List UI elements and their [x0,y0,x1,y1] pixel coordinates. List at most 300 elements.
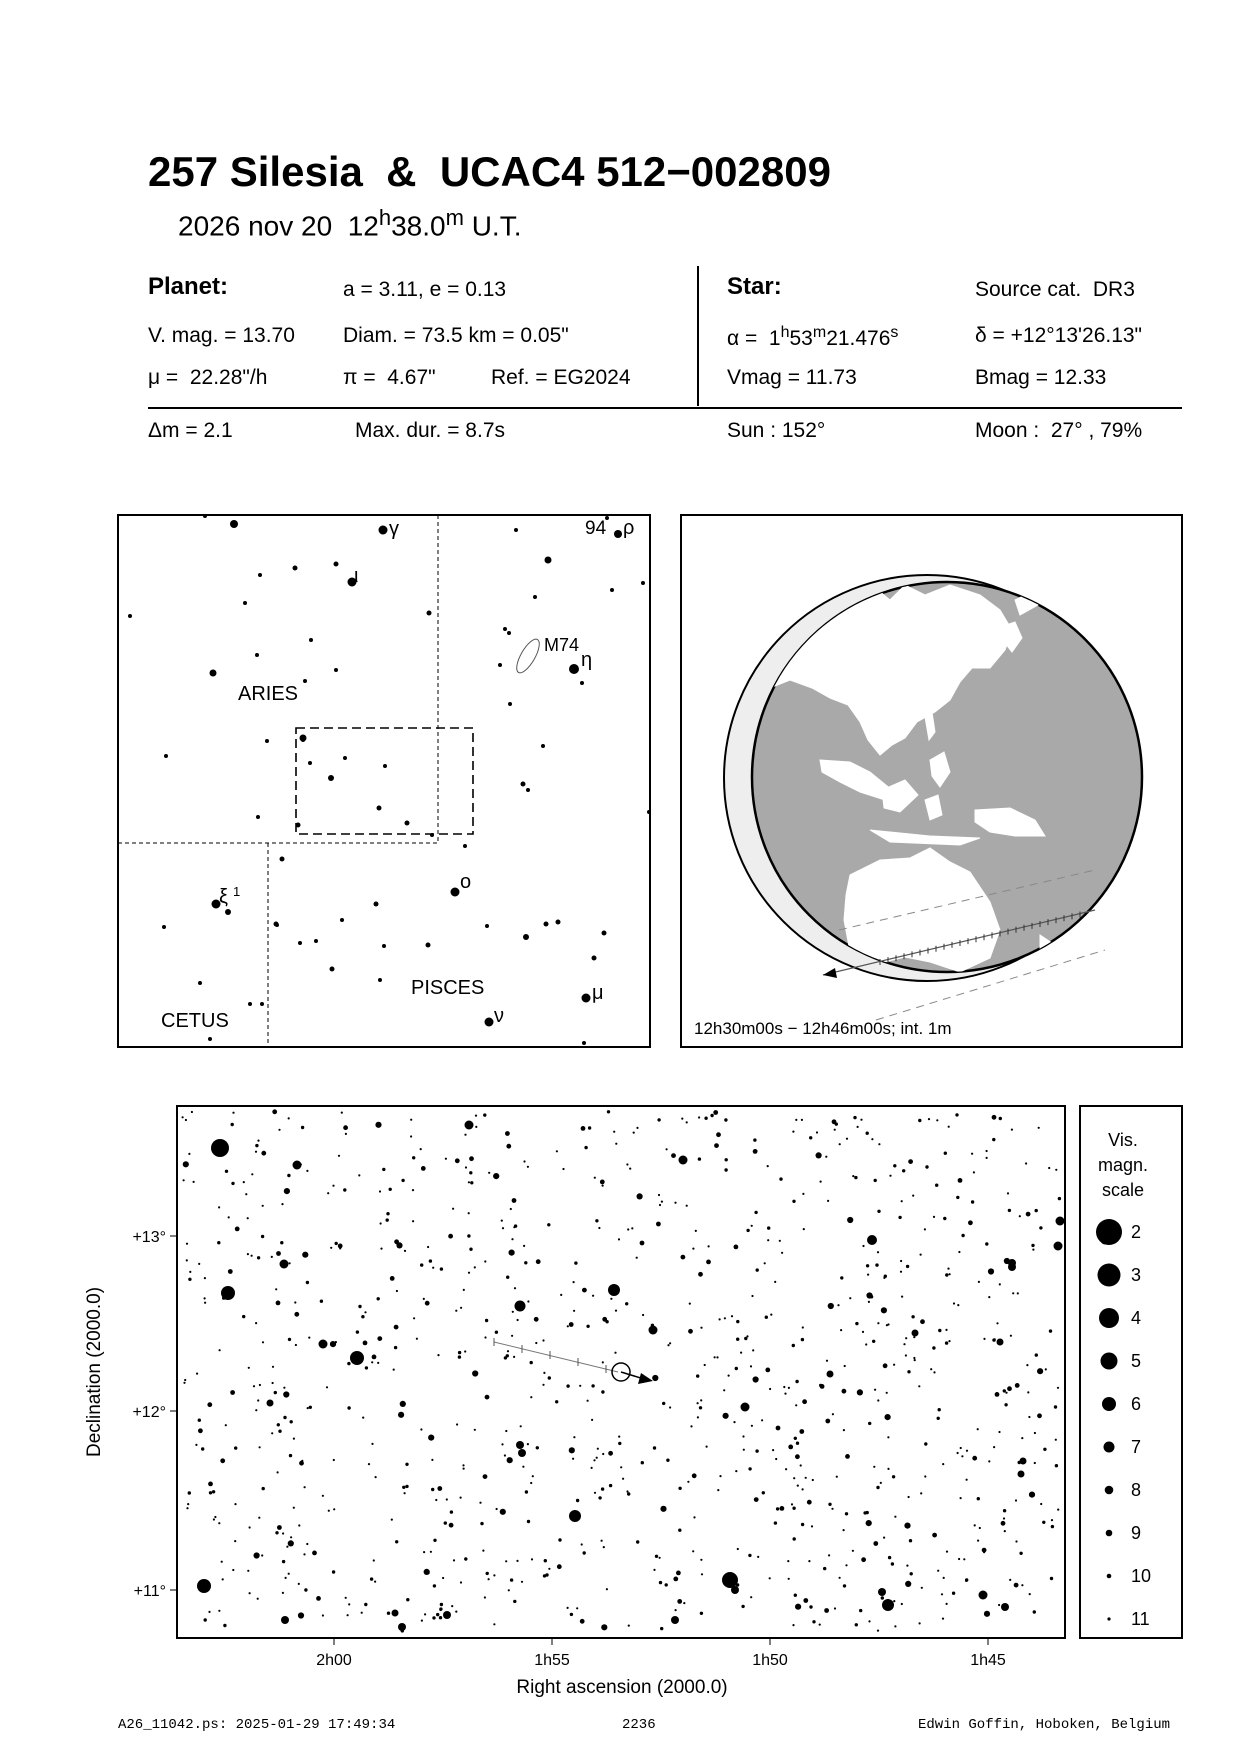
chart-star [513,1356,515,1358]
chart-star [511,1238,513,1240]
finder-star [301,738,305,742]
chart-star [988,1296,990,1298]
chart-star [280,1241,283,1244]
chart-star [894,1516,896,1518]
scale-label: 6 [1131,1394,1142,1414]
chart-star [636,1540,639,1543]
chart-star [566,1384,569,1387]
chart-star [377,1297,380,1300]
chart-star [911,1315,914,1318]
chart-star [776,1426,781,1431]
chart-star [697,1416,699,1418]
chart-star [423,1298,425,1300]
chart-star [906,1565,908,1567]
chart-star [842,1389,847,1394]
chart-star [828,1503,831,1506]
finder-star [526,788,530,792]
chart-star [485,1319,488,1322]
chart-star [1028,1416,1030,1418]
chart-star [775,1458,777,1460]
chart-star [222,1296,225,1299]
chart-star [406,1598,409,1601]
chart-star [1039,1226,1042,1229]
finder-star [508,702,512,706]
footer-file-info: A26_11042.ps: 2025-01-29 17:49:34 [118,1717,396,1733]
chart-star [765,1316,768,1319]
chart-star [453,1559,455,1561]
chart-star [458,1351,461,1354]
chart-star [439,1616,442,1619]
planet-heading: Planet: [148,273,229,300]
chart-star [985,1242,988,1245]
chart-star [517,1319,519,1321]
chart-star [582,1288,587,1293]
chart-star [700,1399,702,1401]
chart-star [293,1507,295,1509]
chart-star [468,1212,470,1214]
chart-star [262,1205,264,1207]
chart-star [681,1255,686,1260]
chart-star [792,1200,795,1203]
chart-star [455,1158,460,1163]
scale-label: 4 [1131,1308,1142,1328]
chart-star [977,1428,979,1430]
chart-star [1051,1525,1054,1528]
finder-star [377,806,382,811]
chart-star [548,1568,550,1570]
chart-star [380,1222,382,1224]
chart-star [452,1208,454,1210]
chart-star [218,1206,220,1208]
chart-star [724,1168,727,1171]
chart-star [404,1250,406,1252]
scale-dot [1098,1264,1121,1287]
chart-star [249,1526,251,1528]
chart-star [724,1317,726,1319]
chart-star [825,1156,827,1158]
chart-star [610,1298,612,1300]
chart-star [1026,1212,1031,1217]
chart-star [854,1176,857,1179]
chart-star [520,1425,522,1427]
chart-star [961,1455,963,1457]
chart-star [601,1390,604,1393]
finder-star [430,833,434,837]
chart-star [837,1304,839,1306]
chart-star [902,1169,905,1172]
chart-star [456,1423,458,1425]
chart-star [562,1168,564,1170]
chart-star [802,1193,804,1195]
chart-star [488,1578,490,1580]
chart-star [312,1551,317,1556]
chart-star [306,1281,309,1284]
chart-star [235,1227,240,1232]
globe-caption: 12h30m00s − 12h46m00s; int. 1m [694,1019,952,1038]
chart-star [234,1540,236,1542]
chart-star [527,1443,529,1445]
chart-star [301,1126,304,1129]
chart-star [234,1446,237,1449]
asteroid-motion-arrowhead [638,1373,653,1384]
chart-star [570,1613,573,1616]
finder-star [523,934,529,940]
chart-star [377,1336,382,1341]
chart-star [807,1500,812,1505]
chart-star [977,1540,979,1542]
chart-star [343,1188,346,1191]
finder-star [340,918,344,922]
finder-star [405,821,410,826]
chart-star [710,1114,713,1117]
chart-star [1042,1521,1045,1524]
chart-star [875,1263,878,1266]
chart-star [878,1588,886,1596]
chart-star [365,1366,368,1369]
chart-star [361,1315,364,1318]
chart-star [699,1406,702,1409]
chart-star [433,1539,436,1542]
chart-star [988,1268,994,1274]
chart-star [1001,1521,1006,1526]
chart-star [628,1625,630,1627]
chart-star [257,1140,259,1142]
chart-star [993,1446,995,1448]
chart-star [740,1352,742,1354]
chart-star [255,1322,257,1324]
chart-star [920,1319,925,1324]
chart-star [283,1416,286,1419]
chart-star [437,1354,439,1356]
chart-star [674,1202,676,1204]
chart-star [828,1554,830,1556]
chart-star [507,1350,509,1352]
chart-star [542,1339,544,1341]
chart-star [495,1331,498,1334]
chart-star [400,1401,406,1407]
chart-star [609,1484,612,1487]
chart-star [424,1613,426,1615]
chart-star [527,1520,530,1523]
chart-star [307,1407,309,1409]
chart-star [532,1475,534,1477]
chart-star [977,1497,980,1500]
chart-star [358,1305,361,1308]
chart-star [671,1616,679,1624]
chart-star [460,1581,462,1583]
chart-star [1058,1197,1061,1200]
detail-stars [182,1109,1110,1632]
chart-star [1004,1258,1010,1264]
chart-star [183,1382,185,1384]
chart-star [678,1529,681,1532]
chart-star [795,1380,798,1383]
chart-star [882,1599,894,1611]
scale-label: 2 [1131,1222,1142,1242]
chart-star [230,1390,235,1395]
chart-star [556,1150,558,1152]
chart-star [774,1521,777,1524]
scale-label: 7 [1131,1437,1142,1457]
chart-star [345,1133,347,1135]
chart-star [464,1134,466,1136]
chart-star [946,1551,948,1553]
chart-star [368,1463,370,1465]
chart-star [394,1346,397,1349]
chart-star [735,1470,737,1472]
chart-star [288,1338,291,1341]
finder-star [303,679,307,683]
chart-star [1033,1610,1036,1613]
chart-star [657,1118,660,1121]
chart-star [1031,1244,1034,1247]
star-source: Source cat. DR3 [975,278,1135,301]
chart-star [960,1497,962,1499]
chart-star [579,1385,581,1387]
chart-star [754,1150,757,1153]
chart-star [298,1612,304,1618]
chart-star [338,1244,343,1249]
chart-star [607,1110,610,1113]
chart-star [918,1119,921,1122]
chart-star [820,1384,825,1389]
chart-star [861,1557,866,1562]
chart-star [914,1359,916,1361]
chart-star [690,1425,692,1427]
chart-star [748,1467,751,1470]
chart-star [796,1442,799,1445]
chart-star [506,1144,511,1149]
chart-star [448,1234,453,1239]
chart-star [665,1583,668,1586]
chart-star [846,1138,848,1140]
chart-star [1048,1167,1050,1169]
chart-star [901,1603,903,1605]
constellation-pisces: PISCES [411,977,485,999]
chart-star [860,1119,862,1121]
finder-star [569,664,579,674]
scale-dot [1107,1574,1112,1579]
chart-star [944,1152,947,1155]
chart-star [868,1301,870,1303]
chart-star [924,1228,926,1230]
chart-star [377,1362,379,1364]
chart-star [430,1551,432,1553]
chart-star [704,1364,706,1366]
chart-star [686,1205,688,1207]
chart-star [602,1317,607,1322]
chart-star [271,1256,273,1258]
chart-star [678,1487,681,1490]
chart-star [262,1341,264,1343]
star-label-eta: η [581,649,593,671]
footer-author: Edwin Goffin, Hoboken, Belgium [918,1717,1171,1733]
chart-star [591,1467,593,1469]
chart-star [446,1498,448,1500]
chart-star [475,1115,477,1117]
chart-star [946,1603,948,1605]
chart-star [932,1533,937,1538]
chart-star [247,1253,249,1255]
chart-star [232,1112,234,1114]
chart-star [652,1375,658,1381]
chart-star [1001,1603,1009,1611]
finder-star [334,562,339,567]
chart-star [883,1363,888,1368]
finder-stars [128,514,651,1045]
chart-star [866,1520,872,1526]
chart-star [1057,1509,1059,1511]
scale-dots [1096,1219,1151,1629]
chart-star [437,1486,442,1491]
chart-star [792,1507,795,1510]
chart-star [1015,1499,1017,1501]
finder-star [514,528,518,532]
chart-star [1029,1492,1035,1498]
chart-star [1003,1509,1006,1512]
chart-star [493,1623,495,1625]
chart-star [289,1454,292,1457]
chart-star [420,1428,422,1430]
chart-star [949,1273,951,1275]
chart-star [606,1588,608,1590]
chart-star [506,1276,509,1279]
scale-dot [1107,1617,1110,1620]
chart-star [277,1525,282,1530]
chart-star [831,1508,833,1510]
chart-star [412,1156,415,1159]
chart-star [569,1510,581,1522]
chart-star [700,1327,702,1329]
chart-star [761,1419,763,1421]
star-label-94: 94 [585,518,607,539]
chart-star [345,1597,347,1599]
chart-star [973,1171,975,1173]
chart-star [1056,1217,1065,1226]
chart-star [427,1246,429,1248]
chart-star [986,1150,988,1152]
star-label-xi: ξ [219,886,228,908]
planet-diameter: Diam. = 73.5 km = 0.05" [343,324,569,347]
chart-star [692,1248,694,1250]
chart-star [651,1324,654,1327]
asteroid-track [494,1342,618,1372]
chart-star [622,1478,624,1480]
chart-star [401,1629,404,1632]
chart-star [301,1460,303,1462]
chart-star [801,1119,803,1121]
chart-star [581,1543,583,1545]
chart-star [618,1238,620,1240]
chart-star [258,1517,260,1519]
finder-star [255,653,259,657]
chart-star [463,1468,465,1470]
chart-star [767,1239,769,1241]
chart-star [1034,1432,1036,1434]
chart-star [1009,1579,1011,1581]
star-label-mu: μ [592,982,604,1004]
chart-star [730,1583,732,1585]
finder-star [582,994,591,1003]
chart-star [787,1560,789,1562]
chart-star [669,1342,671,1344]
chart-star [627,1228,629,1230]
chart-star [781,1252,783,1254]
chart-star [629,1168,631,1170]
chart-star [276,1301,281,1306]
chart-star [1040,1503,1042,1505]
chart-star [204,1618,207,1621]
chart-star [743,1449,745,1451]
chart-star [783,1386,785,1388]
chart-star [924,1442,927,1445]
finder-star [451,888,460,897]
chart-star [513,1226,515,1228]
finder-frame [118,515,650,1047]
chart-star [886,1324,888,1326]
chart-star [523,1160,525,1162]
finder-star [541,744,545,748]
chart-star [986,1157,988,1159]
chart-star [218,1522,220,1524]
chart-star [780,1506,785,1511]
chart-star [278,1430,281,1433]
chart-star [186,1243,188,1245]
chart-star [530,1482,532,1484]
chart-star [1049,1329,1052,1332]
chart-star [936,1119,938,1121]
chart-star [261,1235,264,1238]
max-duration: Max. dur. = 8.7s [355,419,505,442]
chart-star [960,1447,962,1449]
finder-star [580,681,584,685]
chart-star [614,1352,616,1354]
chart-star [805,1477,807,1479]
chart-star [776,1507,779,1510]
finder-star [533,595,537,599]
chart-star [217,1241,220,1244]
chart-star [560,1294,562,1296]
chart-star [458,1355,461,1358]
chart-star [812,1620,815,1623]
finder-star [230,520,238,528]
chart-star [843,1584,846,1587]
chart-star [1055,1439,1057,1441]
chart-star [734,1245,739,1250]
footer-number: 2236 [622,1717,656,1733]
chart-star [692,1473,697,1478]
chart-star [281,1616,289,1624]
chart-star [820,1181,822,1183]
chart-star [795,1119,797,1121]
asteroid-track-ticks [494,1338,606,1373]
chart-star [288,1117,290,1119]
chart-star [700,1559,702,1561]
chart-star [872,1340,875,1343]
chart-star [275,1288,277,1290]
chart-star [500,1509,506,1515]
chart-star [508,1589,510,1591]
chart-star [479,1502,481,1504]
chart-star [769,1577,771,1579]
chart-star [302,1252,308,1258]
chart-star [254,1552,260,1558]
finder-star [427,611,432,616]
chart-star [618,1442,621,1445]
chart-star [900,1271,902,1273]
chart-star [653,1446,656,1449]
chart-star [881,1596,884,1599]
